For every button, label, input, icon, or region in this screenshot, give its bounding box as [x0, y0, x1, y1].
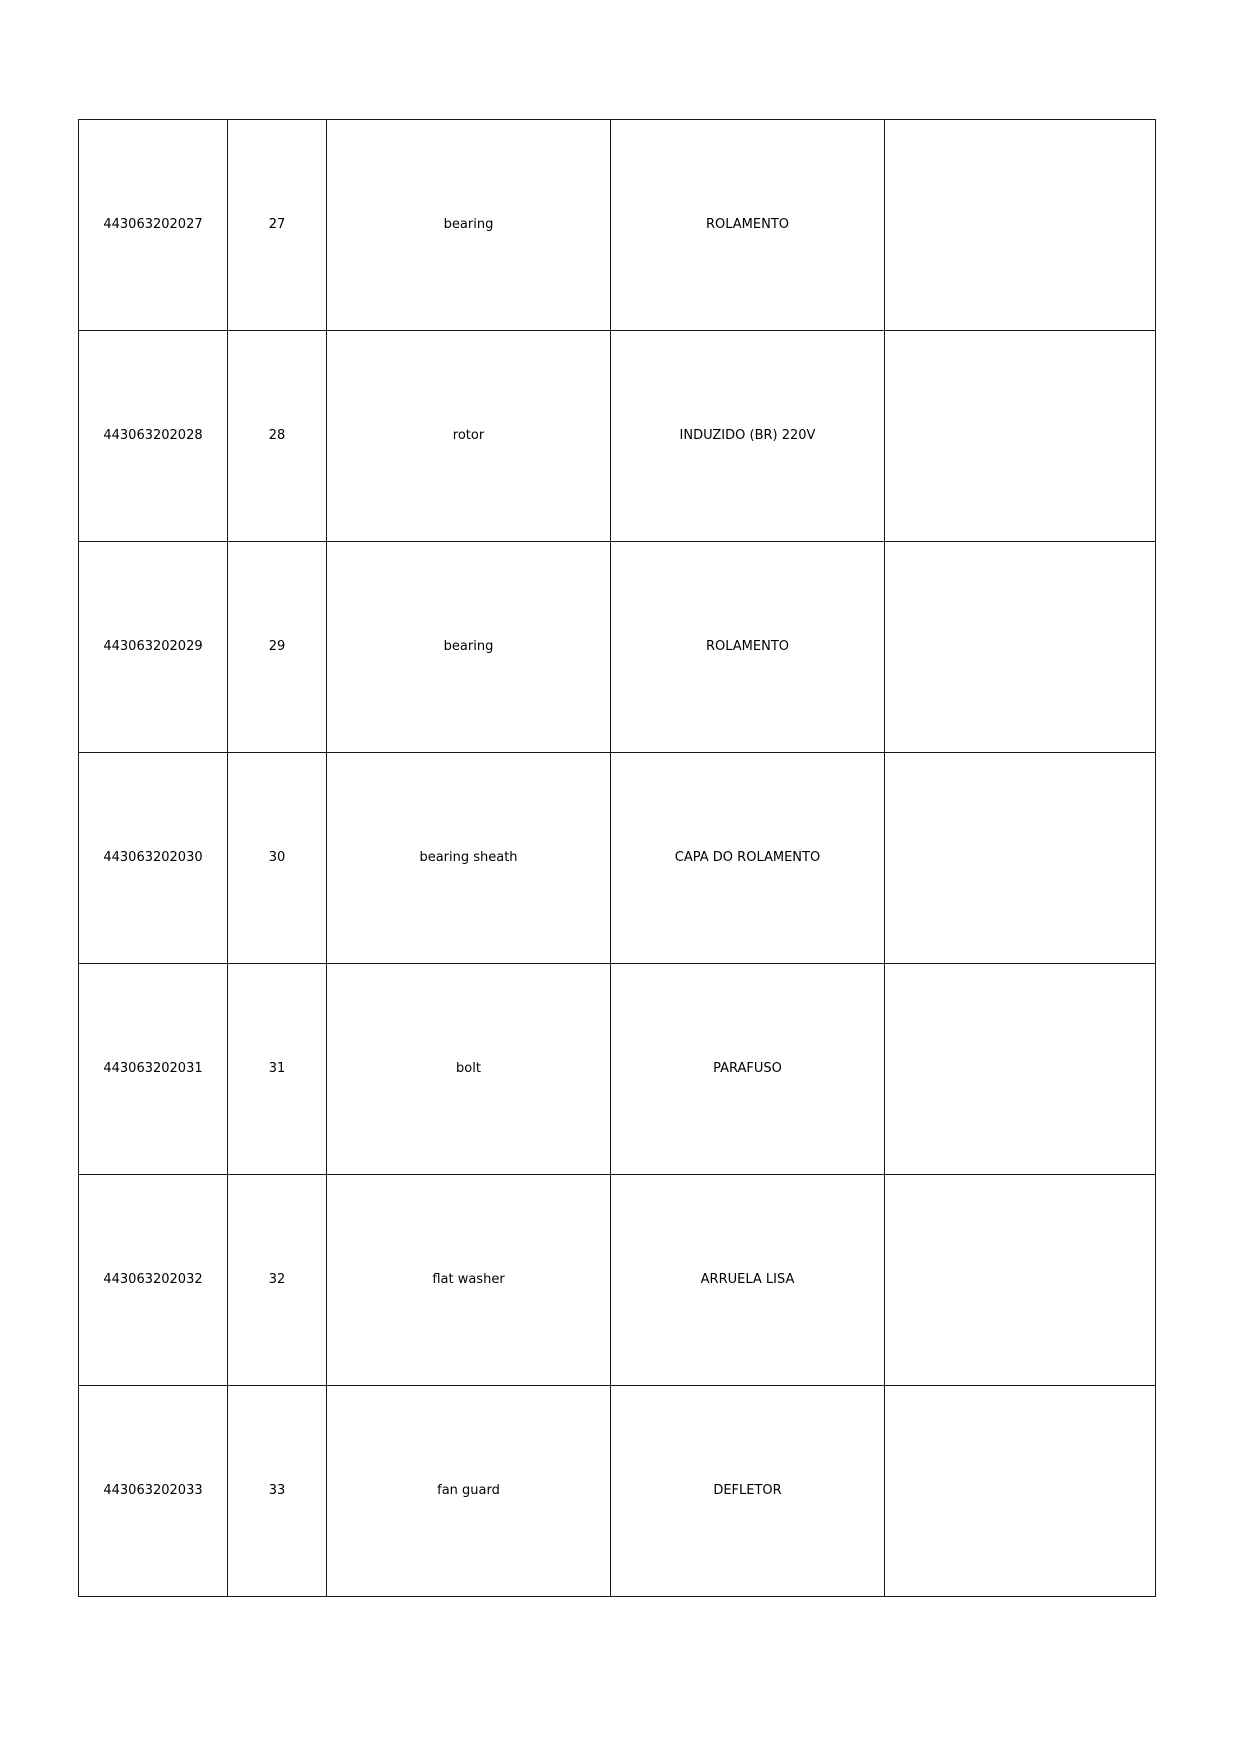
empty-cell	[885, 1175, 1156, 1386]
portuguese-name-cell: ROLAMENTO	[611, 542, 885, 753]
part-code-cell: 443063202028	[79, 331, 228, 542]
portuguese-name-cell: CAPA DO ROLAMENTO	[611, 753, 885, 964]
part-code-cell: 443063202030	[79, 753, 228, 964]
item-number-cell: 31	[228, 964, 327, 1175]
english-name-cell: bearing	[327, 542, 611, 753]
table-row	[79, 1175, 1156, 1386]
table-row	[79, 964, 1156, 1175]
portuguese-name-cell: INDUZIDO (BR) 220V	[611, 331, 885, 542]
empty-cell	[885, 964, 1156, 1175]
item-number-cell: 28	[228, 331, 327, 542]
empty-cell	[885, 1386, 1156, 1597]
item-number-cell: 30	[228, 753, 327, 964]
english-name-cell: bearing	[327, 120, 611, 331]
table-row	[79, 331, 1156, 542]
part-code-cell: 443063202029	[79, 542, 228, 753]
table-row	[79, 542, 1156, 753]
item-number-cell: 32	[228, 1175, 327, 1386]
part-code-cell: 443063202032	[79, 1175, 228, 1386]
english-name-cell: bolt	[327, 964, 611, 1175]
parts-table	[78, 119, 1156, 1597]
part-code-cell: 443063202033	[79, 1386, 228, 1597]
empty-cell	[885, 331, 1156, 542]
english-name-cell: bearing sheath	[327, 753, 611, 964]
portuguese-name-cell: PARAFUSO	[611, 964, 885, 1175]
english-name-cell: fan guard	[327, 1386, 611, 1597]
empty-cell	[885, 753, 1156, 964]
english-name-cell: rotor	[327, 331, 611, 542]
portuguese-name-cell: DEFLETOR	[611, 1386, 885, 1597]
table-row	[79, 120, 1156, 331]
part-code-cell: 443063202027	[79, 120, 228, 331]
item-number-cell: 27	[228, 120, 327, 331]
item-number-cell: 33	[228, 1386, 327, 1597]
part-code-cell: 443063202031	[79, 964, 228, 1175]
table-row	[79, 1386, 1156, 1597]
empty-cell	[885, 542, 1156, 753]
english-name-cell: flat washer	[327, 1175, 611, 1386]
item-number-cell: 29	[228, 542, 327, 753]
portuguese-name-cell: ROLAMENTO	[611, 120, 885, 331]
empty-cell	[885, 120, 1156, 331]
table-row	[79, 753, 1156, 964]
portuguese-name-cell: ARRUELA LISA	[611, 1175, 885, 1386]
